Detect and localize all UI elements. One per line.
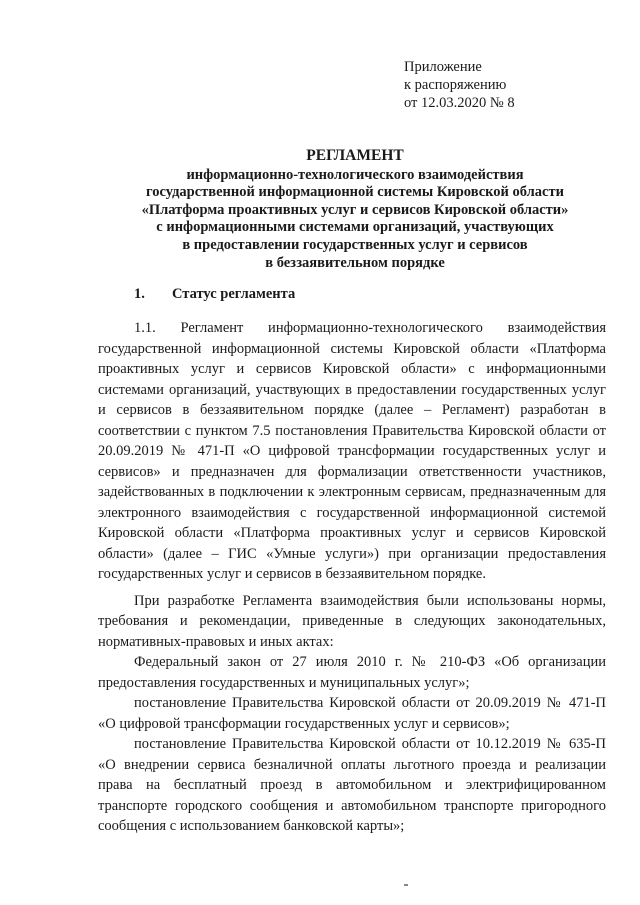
title-line-5: в предоставлении государственных услуг и сервисов: [182, 236, 528, 253]
title-line-3: «Платформа проактивных услуг и сервисов Кировской области»: [141, 201, 569, 218]
title-line-6: в беззаявительном порядке: [265, 254, 445, 271]
document-body: [98, 318, 606, 837]
appendix-line-2: к распоряжению: [404, 77, 507, 93]
appendix-line-1: Приложение: [404, 59, 482, 75]
paragraph-federal-law: Федеральный закон от 27 июля 2010 г. № 210-ФЗ «Об организации предоставления государственных и муниципальных услуг»;: [98, 654, 606, 691]
title-main: РЕГЛАМЕНТ: [306, 147, 404, 164]
title-line-1: информационно-технологического взаимодействия: [186, 166, 524, 183]
paragraph-resolution-635: постановление Правительства Кировской области от 10.12.2019 № 635-П «О внедрении сервиса безналичной оплаты льготного проезда и реализации права на бесплатный проезд в автомобильном и электрифицированном транспорте городского сообщения и автомобильном транспорте пригородного сообщения с использованием банковской карты»;: [98, 736, 606, 834]
paragraph-norms-intro: При разработке Регламента взаимодействия были использованы нормы, требования и рекомендации, приведенные в следующих законодательных, нормативных-правовых и иных актах:: [98, 592, 606, 650]
appendix-line-3: от 12.03.2020 № 8: [404, 95, 515, 111]
paragraph-1-1: 1.1. Регламент информационно-технологического взаимодействия государственной информационной системы Кировской области «Платформа проактивных услуг и сервисов Кировской области» с информационными системами организаций, участвующих в предоставлении государственных услуг и сервисов в беззаявительном порядке (далее – Регламент) разработан в соответствии с пунктом 7.5 постановления Правительства Кировской области от 20.09.2019 № 471-П «О цифровой трансформации государственных услуг и сервисов» и предназначен для формализации ответственности участников, задействованных в подключении к электронным сервисам, предназначенным для электронного взаимодействия с государственной информационной системой Кировской области «Платформа проактивных услуг и сервисов Кировской области» (далее – ГИС «Умные услуги») при организации предоставления государственных услуг и сервисов в беззаявительном порядке.: [98, 320, 606, 582]
appendix-block: [404, 58, 515, 112]
scan-dot: [404, 884, 408, 886]
document-title: [100, 147, 610, 272]
title-line-4: с информационными системами организаций, участвующих: [156, 219, 554, 236]
section-heading: [134, 286, 295, 303]
section-number: 1.: [134, 286, 145, 302]
paragraph-resolution-471: постановление Правительства Кировской области от 20.09.2019 № 471-П «О цифровой трансформации государственных услуг и сервисов»;: [98, 695, 606, 732]
section-title: Статус регламента: [172, 286, 296, 302]
title-line-2: государственной информационной системы Кировской области: [146, 184, 564, 201]
